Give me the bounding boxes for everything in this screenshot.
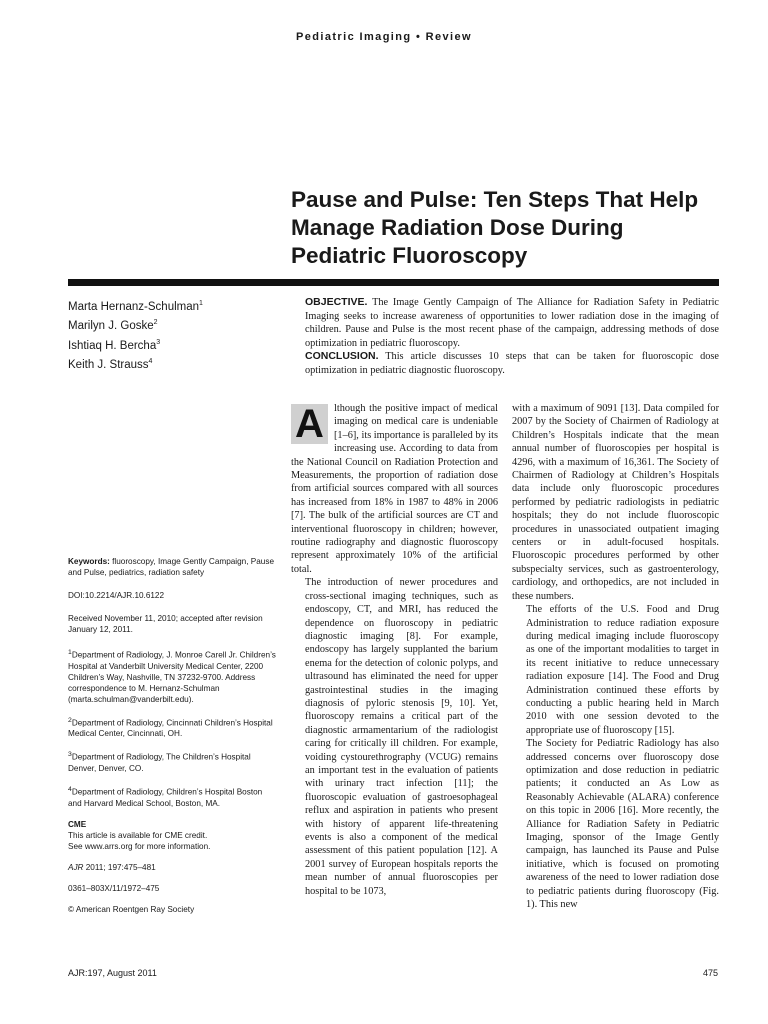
author-list bbox=[68, 296, 268, 373]
body-paragraph: A lthough the positive impact of medical imaging on medical care is undeniable [1–6], its importance is paralleled by its increasing use. According to data from the National Council on Radiation Protection and Measurements, the proportion of radiation dose from artificial sources compared with all sources has increased from 18% in 1987 to 48% in 2006 [7]. The bulk of the artificial sources are CT and interventional fluoroscopy in children; however, routine radiography and diagnostic fluoroscopy represent approximately 10% of the artificial total. bbox=[291, 402, 498, 575]
cme-note: This article is available for CME credit. bbox=[68, 830, 208, 840]
author: Marilyn J. Goske$^2$ bbox=[68, 319, 158, 333]
author: Marta Hernanz-Schulman$^1$ bbox=[68, 300, 203, 313]
abstract-objective: OBJECTIVE. The Image Gently Campaign of The Alliance for Radiation Safety in Pediatric Imaging seeks to increase awareness of opportunities to lower radiation dose in the imaging of children. Pause and Pulse is the most recent phase of the campaign, addressing methods of dose optimization in pediatric fluoroscopy. bbox=[305, 296, 719, 349]
body-paragraph: with a maximum of 9091 [13]. Data compiled for 2007 by the Society of Chairmen of Radiology at Children’s Hospitals indicate that the mean annual number of fluoroscopies per hospital is 4296, with a maximum of 16,361. The Society of Chairmen of Radiology at Children’s Hospitals data include only fluoroscopic procedures performed by pediatric radiologists in pediatric hospitals; they do not include fluoroscopic procedures in unassociated outpatient imaging centers or in adult-focused hospitals. Fluoroscopic procedures performed by other subspecialty services, such as gastroenterology, cardiology, and orthopedics, are not included in these numbers. bbox=[512, 403, 719, 602]
body-column-left bbox=[291, 402, 498, 898]
body-paragraph: The Society for Pediatric Radiology has also addressed concerns over fluoroscopy dose optimization and dose reduction in pediatric patients; it conducted an As Low as Reasonably Achievable (ALARA) conference on this topic in 2006 [16]. More recently, the Alliance for Radiation Safety in Pediatric Imaging, sponsor of the Image Gently campaign, has launched its Pause and Pulse initiative, which is focused on promoting awareness of the need to lower radiation dose to pediatric patients during fluoroscopy (Fig. 1). This new bbox=[526, 738, 719, 911]
affiliation: $^3$Department of Radiology, The Children’s Hospital Denver, Denver, CO. bbox=[68, 751, 251, 774]
title-rule bbox=[68, 279, 719, 286]
abstract-conclusion: CONCLUSION. This article discusses 10 steps that can be taken for fluoroscopic dose optimization in pediatric diagnostic fluoroscopy. bbox=[305, 350, 719, 376]
article-title: Pause and Pulse: Ten Steps That Help Manage Radiation Dose During Pediatric Fluoroscopy bbox=[291, 187, 699, 268]
cme-heading: CME bbox=[68, 819, 87, 829]
body-paragraph: The efforts of the U.S. Food and Drug Administration to reduce radiation exposure during medical imaging include fluoroscopy as one of the important modalities to target in its recent initiative to reduce unnecessary radiation exposure [14]. The Food and Drug Administration continued these efforts by conducting a public hearing held in March 2010 with one session devoted to the appropriate use of fluoroscopy [15]. bbox=[526, 604, 719, 736]
affiliation: $^4$Department of Radiology, Children’s Hospital Boston and Harvard Medical School, Boston, MA. bbox=[68, 786, 263, 808]
cme-link-note: See www.arrs.org for more information. bbox=[68, 841, 211, 851]
keywords: Keywords: fluoroscopy, Image Gently Campaign, Pause and Pulse, pediatrics, radiation safety bbox=[68, 557, 274, 577]
affiliation: $^1$Department of Radiology, J. Monroe Carell Jr. Children’s Hospital at Vanderbilt University Medical Center, 2200 Children’s Way, Nashville, TN 37232-9700. Address correspondence to M. Hernanz-Schulman (marta.schulman@vanderbilt.edu). bbox=[68, 649, 276, 704]
footer-journal: AJR:197, August 2011 bbox=[68, 968, 157, 978]
body-column-right bbox=[512, 402, 719, 911]
author: Ishtiaq H. Bercha$^3$ bbox=[68, 338, 161, 352]
issn: 0361–803X/11/1972–475 bbox=[68, 883, 160, 893]
body-paragraph: The introduction of newer procedures and cross-sectional imaging techniques, such as endoscopy, CT, and MRI, has reduced the dependence on fluoroscopy in pediatric diagnostic imaging [8]. For example, endoscopy has largely supplanted the barium enema for the detection of colonic polyps, and ultrasound has eliminated the need for upper gastrointestinal studies in the imaging diagnosis of pyloric stenosis [9, 10]. Yet, fluoroscopy remains a critical part of the diagnostic armamentarium of the radiologist caring for critically ill children. For example, voiding cystourethrography (VCUG) remains an important test in the evaluation of patients with urinary tract infection [11]; the fluoroscopic evaluation of gastroesophageal reflux and aspiration in patients who present with history of apparent life-threatening events is also a component of the medical assessment of this patient population [12]. A 2001 survey of European hospitals reports the mean number of annual fluoroscopies per hospital to be 1073, bbox=[305, 577, 498, 897]
affiliation: $^2$Department of Radiology, Cincinnati Children’s Hospital Medical Center, Cincinnati, OH. bbox=[68, 716, 273, 739]
abstract bbox=[291, 296, 719, 377]
citation: AJR 2011; 197:475–481 bbox=[68, 862, 156, 872]
received-dates: Received November 11, 2010; accepted after revision January 12, 2011. bbox=[68, 614, 263, 634]
drop-cap: A bbox=[291, 404, 328, 444]
section-header: Pediatric Imaging • Review bbox=[296, 31, 472, 43]
copyright: © American Roentgen Ray Society bbox=[68, 904, 195, 914]
author: Keith J. Strauss$^4$ bbox=[68, 357, 153, 371]
doi: DOI:10.2214/AJR.10.6122 bbox=[68, 591, 165, 600]
page-number: 475 bbox=[702, 968, 718, 978]
article-info-sidebar bbox=[68, 556, 278, 915]
